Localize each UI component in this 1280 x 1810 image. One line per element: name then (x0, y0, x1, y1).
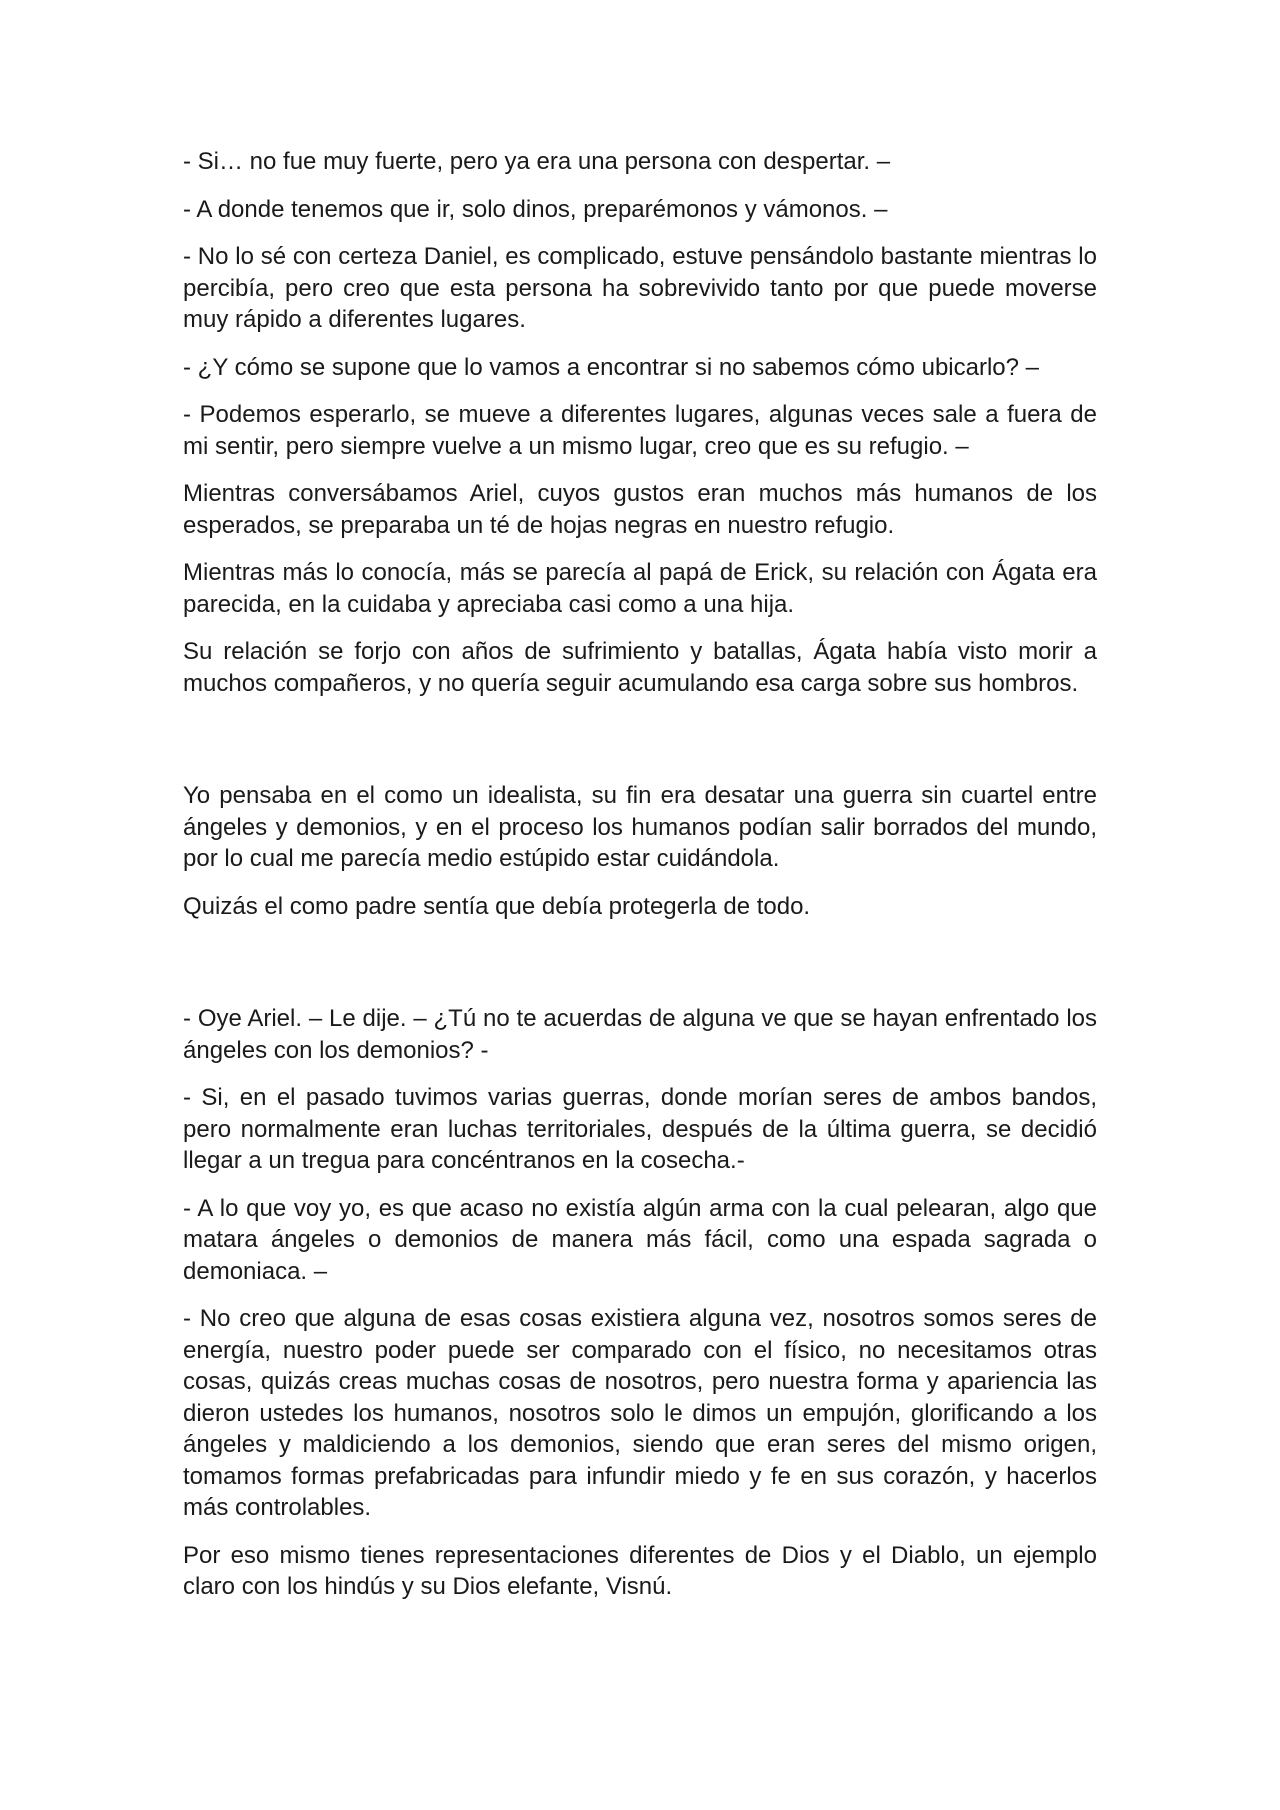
section-break (183, 938, 1097, 1003)
paragraph: - Podemos esperarlo, se mueve a diferentes lugares, algunas veces sale a fuera de mi sentir, pero siempre vuelve a un mismo lugar, creo que es su refugio. – (183, 401, 1097, 460)
paragraph: Yo pensaba en el como un idealista, su fin era desatar una guerra sin cuartel entre ángeles y demonios, y en el proceso los humanos podían salir borrados del mundo, por lo cual me parecía medio estúpido estar cuidándola. (183, 782, 1097, 872)
paragraph: - Si… no fue muy fuerte, pero ya era una persona con despertar. – (183, 148, 891, 175)
paragraph: Mientras más lo conocía, más se parecía al papá de Erick, su relación con Ágata era parecida, en la cuidaba y apreciaba casi como a una hija. (183, 559, 1097, 618)
paragraph: - A lo que voy yo, es que acaso no existía algún arma con la cual pelearan, algo que matara ángeles o demonios de manera más fácil, como una espada sagrada o demoniaca. – (183, 1194, 1097, 1285)
document-page (183, 146, 1097, 1619)
paragraph: - No lo sé con certeza Daniel, es complicado, estuve pensándolo bastante mientras lo percibía, pero creo que esta persona ha sobrevivido tanto por que puede moverse muy rápido a diferentes lugares. (183, 243, 1097, 333)
paragraph: - Oye Ariel. – Le dije. – ¿Tú no te acuerdas de alguna ve que se hayan enfrentado los ángeles con los demonios? - (183, 1005, 1097, 1064)
section-break (183, 715, 1097, 780)
paragraph: Por eso mismo tienes representaciones diferentes de Dios y el Diablo, un ejemplo claro con los hindús y su Dios elefante, Visnú. (183, 1541, 1097, 1600)
paragraph: Mientras conversábamos Ariel, cuyos gustos eran muchos más humanos de los esperados, se preparaba un té de hojas negras en nuestro refugio. (183, 480, 1097, 539)
paragraph: - A donde tenemos que ir, solo dinos, preparémonos y vámonos. – (183, 195, 888, 223)
paragraph: - No creo que alguna de esas cosas existiera alguna vez, nosotros somos seres de energía, nuestro poder puede ser comparado con el físico, no necesitamos otras cosas, quizás creas muchas cosas de nosotros, pero nuestra forma y apariencia las dieron ustedes los humanos, nosotros solo le dimos un empujón, glorificando a los ángeles y maldiciendo a los demonios, siendo que eran seres del mismo origen, tomamos formas prefabricadas para infundir miedo y fe en sus corazón, y hacerlos más controlables. (183, 1305, 1097, 1521)
paragraph: - ¿Y cómo se supone que lo vamos a encontrar si no sabemos cómo ubicarlo? – (183, 353, 1040, 381)
paragraph: Su relación se forjo con años de sufrimiento y batallas, Ágata había visto morir a muchos compañeros, y no quería seguir acumulando esa carga sobre sus hombros. (183, 638, 1097, 697)
paragraph: - Si, en el pasado tuvimos varias guerras, donde morían seres de ambos bandos, pero normalmente eran luchas territoriales, después de la última guerra, se decidió llegar a un tregua para concéntranos en la cosecha.- (183, 1084, 1097, 1174)
paragraph: Quizás el como padre sentía que debía protegerla de todo. (183, 892, 811, 920)
